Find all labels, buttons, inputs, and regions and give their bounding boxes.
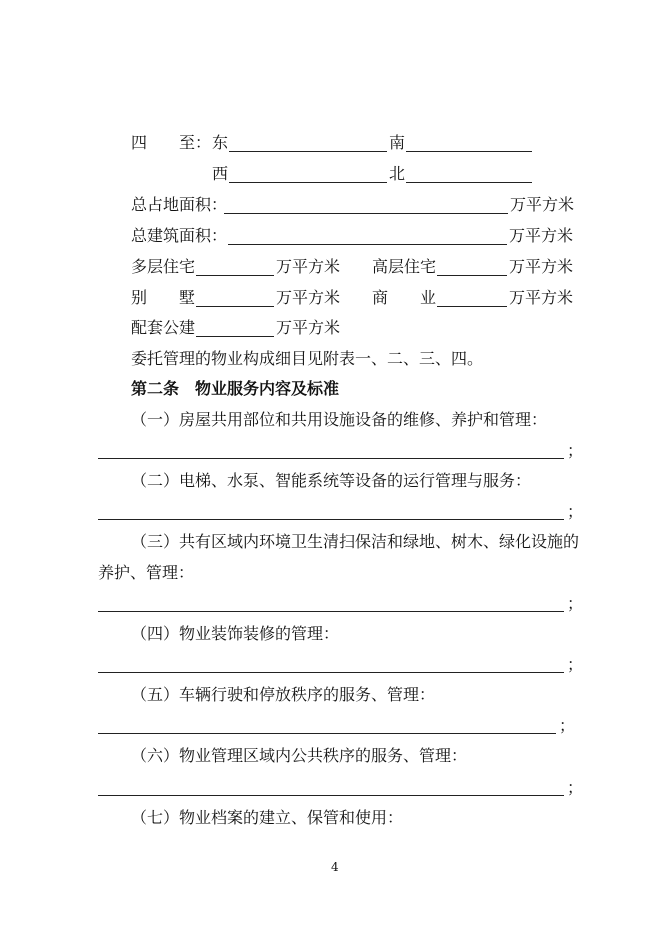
- multistory-label: 多层住宅: [131, 257, 196, 276]
- item-3: （三）共有区域内环境卫生清扫保洁和绿地、树木、绿化设施的: [131, 532, 580, 551]
- item-2: （二）电梯、水泵、智能系统等设备的运行管理与服务：: [131, 471, 532, 490]
- item-3-continued: 养护、管理：: [98, 563, 195, 582]
- item-5: （五）车辆行驶和停放秩序的服务、管理：: [131, 685, 436, 704]
- total-land-area-blank[interactable]: [224, 213, 508, 214]
- semicolon: ；: [559, 716, 576, 735]
- item-7: （七）物业档案的建立、保管和使用：: [131, 808, 404, 827]
- west-blank[interactable]: [229, 182, 387, 183]
- west-label: 西: [212, 164, 229, 183]
- unit-label: 万平方米: [510, 195, 575, 214]
- unit-label: 万平方米: [509, 257, 574, 276]
- unit-label: 万平方米: [276, 318, 341, 337]
- east-blank[interactable]: [229, 151, 387, 152]
- boundaries-label: 四 至：: [131, 133, 212, 152]
- commercial-label: 商 业: [372, 288, 437, 307]
- semicolon: ；: [567, 778, 584, 797]
- item-1: （一）房屋共用部位和共用设施设备的维修、养护和管理：: [131, 410, 548, 429]
- multistory-blank[interactable]: [196, 275, 274, 276]
- appendix-note: 委托管理的物业构成细目见附表一、二、三、四。: [131, 349, 484, 368]
- item-2-blank[interactable]: [98, 519, 564, 520]
- public-facilities-blank[interactable]: [196, 336, 274, 337]
- item-4: （四）物业装饰装修的管理：: [131, 624, 340, 643]
- villa-blank[interactable]: [196, 306, 274, 307]
- item-4-blank[interactable]: [98, 672, 564, 673]
- total-build-area-label: 总建筑面积：: [131, 226, 228, 245]
- east-label: 东: [212, 133, 229, 152]
- semicolon: ；: [567, 502, 584, 521]
- north-label: 北: [389, 164, 406, 183]
- highrise-blank[interactable]: [437, 275, 507, 276]
- south-label: 南: [389, 133, 406, 152]
- item-3-blank[interactable]: [98, 611, 564, 612]
- unit-label: 万平方米: [509, 288, 574, 307]
- semicolon: ；: [567, 441, 584, 460]
- unit-label: 万平方米: [276, 257, 341, 276]
- highrise-label: 高层住宅: [372, 257, 437, 276]
- item-1-blank[interactable]: [98, 458, 564, 459]
- semicolon: ；: [567, 594, 584, 613]
- commercial-blank[interactable]: [437, 306, 507, 307]
- semicolon: ；: [567, 655, 584, 674]
- south-blank[interactable]: [406, 151, 532, 152]
- villa-label: 别 墅: [131, 288, 196, 307]
- unit-label: 万平方米: [509, 226, 574, 245]
- item-6: （六）物业管理区域内公共秩序的服务、管理：: [131, 746, 468, 765]
- article-2-heading: 第二条 物业服务内容及标准: [131, 379, 340, 398]
- north-blank[interactable]: [406, 182, 532, 183]
- total-land-area-label: 总占地面积：: [131, 195, 228, 214]
- public-facilities-label: 配套公建: [131, 318, 196, 337]
- item-6-blank[interactable]: [98, 795, 564, 796]
- page-number: 4: [331, 860, 339, 874]
- unit-label: 万平方米: [276, 288, 341, 307]
- item-5-blank[interactable]: [98, 733, 556, 734]
- total-build-area-blank[interactable]: [228, 244, 507, 245]
